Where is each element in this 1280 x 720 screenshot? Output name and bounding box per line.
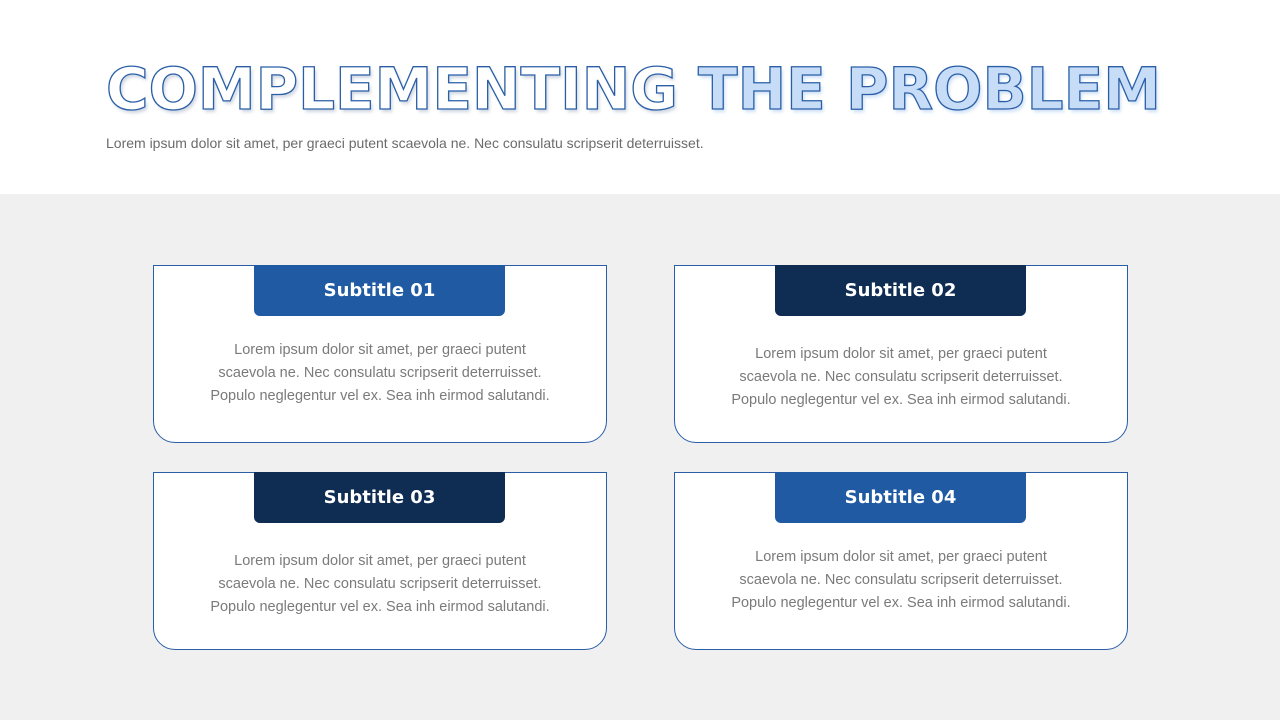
card-text-line: scaevola ne. Nec consulatu scripserit deterruisset. <box>218 365 542 381</box>
card-tab-04: Subtitle 04 <box>775 472 1026 523</box>
card-tab-02: Subtitle 02 <box>775 265 1026 316</box>
title-part-1: COMPLEMENTING <box>106 55 678 123</box>
card-text-line: Populo neglegentur vel ex. Sea inh eirmod salutandi. <box>210 599 550 615</box>
card-text-line: Populo neglegentur vel ex. Sea inh eirmod salutandi. <box>731 392 1071 408</box>
card-tab-03: Subtitle 03 <box>254 472 505 523</box>
page-title <box>106 56 1161 122</box>
title-part-2: THE PROBLEM <box>698 55 1161 123</box>
card-text-line: Populo neglegentur vel ex. Sea inh eirmod salutandi. <box>210 388 550 404</box>
card-body-01 <box>154 339 606 408</box>
page-description: Lorem ipsum dolor sit amet, per graeci putent scaevola ne. Nec consulatu scripserit deterruisset. <box>106 135 704 151</box>
card-body-03 <box>154 550 606 619</box>
card-text-line: Lorem ipsum dolor sit amet, per graeci putent <box>234 553 526 569</box>
card-subtitle-01 <box>153 265 607 443</box>
card-text-line: scaevola ne. Nec consulatu scripserit deterruisset. <box>739 369 1063 385</box>
card-body-02 <box>675 343 1127 412</box>
card-body-04 <box>675 546 1127 615</box>
card-tab-01: Subtitle 01 <box>254 265 505 316</box>
card-text-line: Populo neglegentur vel ex. Sea inh eirmod salutandi. <box>731 595 1071 611</box>
card-subtitle-04 <box>674 472 1128 650</box>
card-text-line: Lorem ipsum dolor sit amet, per graeci putent <box>234 342 526 358</box>
card-subtitle-03 <box>153 472 607 650</box>
card-text-line: scaevola ne. Nec consulatu scripserit deterruisset. <box>739 572 1063 588</box>
card-text-line: scaevola ne. Nec consulatu scripserit deterruisset. <box>218 576 542 592</box>
card-subtitle-02 <box>674 265 1128 443</box>
header-band <box>0 0 1280 194</box>
card-text-line: Lorem ipsum dolor sit amet, per graeci putent <box>755 549 1047 565</box>
card-text-line: Lorem ipsum dolor sit amet, per graeci putent <box>755 346 1047 362</box>
